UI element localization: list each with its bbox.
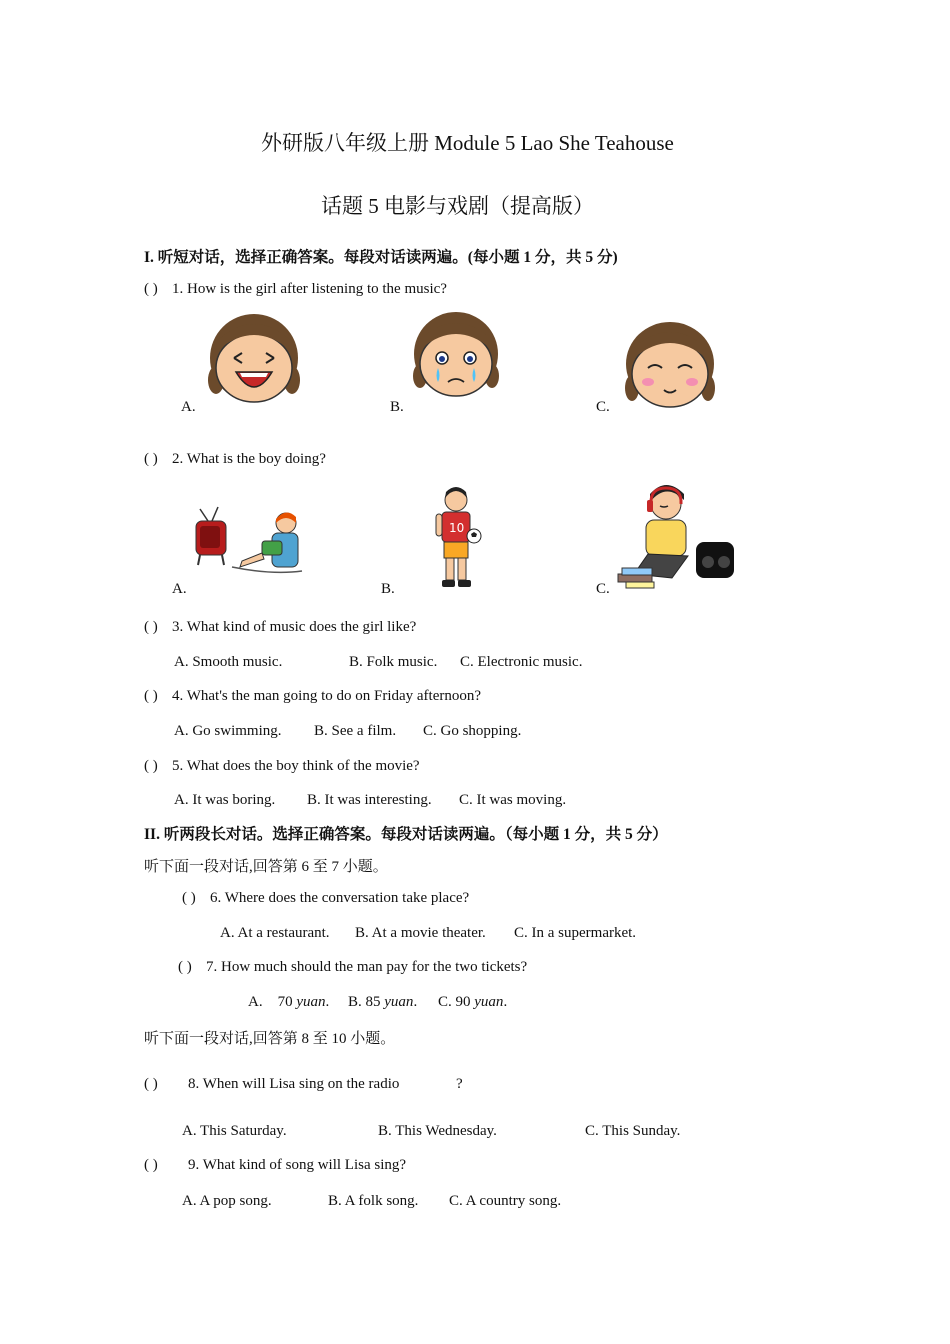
q7-paren: ( ): [178, 959, 192, 975]
q7-option-a: A. 70 yuan.: [248, 994, 330, 1010]
dialogue-2-intro: 听下面一段对话,回答第 8 至 10 小题。: [144, 1031, 396, 1047]
q8-option-a: A. This Saturday.: [182, 1123, 287, 1139]
q6-option-a: A. At a restaurant.: [220, 925, 330, 941]
q3-option-b: B. Folk music.: [349, 654, 438, 670]
q4-text: 4. What's the man going to do on Friday afternoon?: [172, 688, 482, 704]
document-title: 外研版八年级上册 Module 5 Lao She Teahouse: [261, 131, 674, 155]
q5-paren: ( ): [144, 758, 158, 774]
q3-option-c: C. Electronic music.: [460, 654, 583, 670]
q1-text: 1. How is the girl after listening to the music?: [172, 281, 447, 297]
q8-option-b: B. This Wednesday.: [378, 1123, 497, 1139]
q6-paren: ( ): [182, 890, 196, 906]
dialogue-1-intro: 听下面一段对话,回答第 6 至 7 小题。: [144, 859, 388, 875]
crying-girl-face-image: [410, 310, 502, 400]
q8-paren: ( ): [144, 1076, 158, 1092]
q5-text: 5. What does the boy think of the movie?: [172, 758, 420, 774]
q9-paren: ( ): [144, 1157, 158, 1173]
q7-option-c: C. 90 yuan.: [438, 994, 508, 1010]
q8-question-mark: ?: [456, 1076, 463, 1092]
q3-option-a: A. Smooth music.: [174, 654, 283, 670]
q6-option-c: C. In a supermarket.: [514, 925, 637, 941]
boy-listening-music-image: [614, 482, 736, 594]
q9-option-b: B. A folk song.: [328, 1193, 419, 1209]
q1-label-a: A.: [181, 399, 196, 415]
q2-label-a: A.: [172, 581, 187, 597]
q6-option-b: B. At a movie theater.: [355, 925, 486, 941]
q1-paren: ( ): [144, 281, 158, 297]
q2-text: 2. What is the boy doing?: [172, 451, 326, 467]
calm-girl-face-image: [622, 318, 718, 410]
boy-with-soccer-ball-image: [434, 486, 482, 590]
document-subtitle: 话题 5 电影与戏剧（提高版）: [321, 194, 594, 218]
q1-label-c: C.: [596, 399, 610, 415]
q2-paren: ( ): [144, 451, 158, 467]
q8-text: 8. When will Lisa sing on the radio: [188, 1076, 400, 1092]
q5-option-a: A. It was boring.: [174, 792, 276, 808]
q4-option-c: C. Go shopping.: [423, 723, 522, 739]
section-2-heading: II. 听两段长对话。选择正确答案。每段对话读两遍。（每小题 1 分，共 5 分）: [144, 826, 668, 843]
q4-option-b: B. See a film.: [314, 723, 397, 739]
q5-option-b: B. It was interesting.: [307, 792, 432, 808]
q3-paren: ( ): [144, 619, 158, 635]
q2-label-b: B.: [381, 581, 395, 597]
q4-option-a: A. Go swimming.: [174, 723, 282, 739]
q5-option-c: C. It was moving.: [459, 792, 567, 808]
section-1-heading: I. 听短对话，选择正确答案。每段对话读两遍。(每小题 1 分，共 5 分): [144, 249, 618, 266]
happy-girl-face-image: [204, 310, 304, 406]
q1-label-b: B.: [390, 399, 404, 415]
svg-text:10: 10: [449, 521, 465, 535]
q9-text: 9. What kind of song will Lisa sing?: [188, 1157, 407, 1173]
q9-option-c: C. A country song.: [449, 1193, 562, 1209]
q9-option-a: A. A pop song.: [182, 1193, 272, 1209]
q7-text: 7. How much should the man pay for the two tickets?: [206, 959, 528, 975]
q6-text: 6. Where does the conversation take place?: [210, 890, 470, 906]
q2-label-c: C.: [596, 581, 610, 597]
q7-option-b: B. 85 yuan.: [348, 994, 418, 1010]
q3-text: 3. What kind of music does the girl like?: [172, 619, 417, 635]
q8-option-c: C. This Sunday.: [585, 1123, 681, 1139]
q4-paren: ( ): [144, 688, 158, 704]
boy-watching-tv-image: [192, 505, 306, 577]
